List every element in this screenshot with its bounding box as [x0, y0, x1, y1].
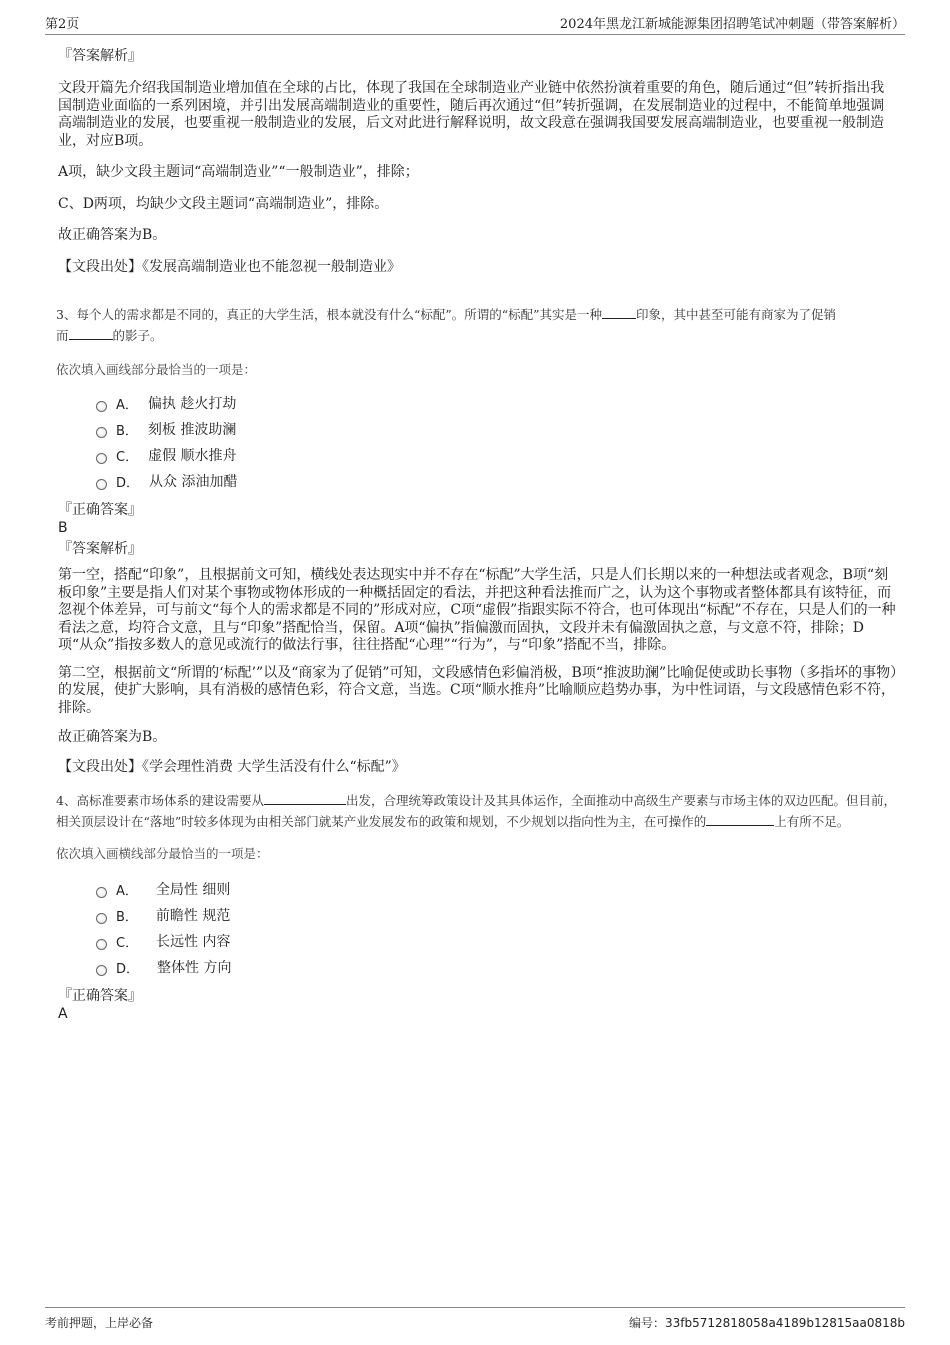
- question3-analysis-label: 『答案解析』: [58, 541, 142, 557]
- radio-icon[interactable]: [96, 887, 107, 898]
- question4-stem: [56, 790, 898, 832]
- question4-option-a[interactable]: A． 全局性 细则: [56, 876, 898, 902]
- page-header: [45, 10, 905, 35]
- question2-analysis-block: [56, 46, 898, 276]
- question4-text-2: 出发，合理统筹政策设计及其具体运作，全面推动中高级生产要素与市场主体的双边匹配。但目前，相关顶层设计在“落地”时较多体现为由相关部门就某产业发展发布的政策和规划，不少规划以指向性为主，在可操作的: [56, 793, 896, 829]
- code-label: 编号：: [628, 1316, 665, 1330]
- question3-correct-answer: B: [58, 520, 68, 536]
- question3-option-a[interactable]: A． 偏执 趁火打劫: [56, 390, 898, 416]
- question3-text-4: 的影子。: [112, 328, 163, 343]
- source-text: 【文段出处】《发展高端制造业也不能忽视一般制造业》: [58, 258, 401, 275]
- question3-source: 【文段出处】《学会理性消费 大学生活没有什么“标配”》: [58, 758, 406, 775]
- radio-icon[interactable]: [96, 479, 107, 490]
- question4-option-b[interactable]: B． 前瞻性 规范: [56, 902, 898, 928]
- question3-blank-2: [69, 327, 113, 340]
- analysis-label: 『答案解析』: [58, 48, 142, 64]
- radio-icon[interactable]: [96, 965, 107, 976]
- question4-options: [56, 876, 898, 980]
- question3-conclusion: 故正确答案为B。: [58, 729, 167, 745]
- page-footer: [45, 1307, 905, 1331]
- question4-blank-1: [264, 792, 346, 805]
- question3-instruction: 依次填入画线部分最恰当的一项是：: [56, 362, 257, 377]
- question3-blank-1: [602, 306, 636, 319]
- document-code: [629, 1314, 905, 1331]
- analysis-paragraph: 文段开篇先介绍我国制造业增加值在全球的占比，体现了我国在全球制造业产业链中依然扮演着重要的角色，随后通过“但”转折指出我国制造业面临的一系列困境，并引出发展高端制造业的重要性，随后再次通过“但”转折强调，在发展制造业的过程中，不能简单地强调高端制造业的发展，也要重视一般制造业的发展，后文对此进行解释说明，故文段意在强调我国要发展高端制造业，也要重视一般制造业，对应B项。: [58, 80, 885, 149]
- question4-correct-label: 『正确答案』: [58, 988, 142, 1004]
- radio-icon[interactable]: [96, 453, 107, 464]
- question3-analysis-p1: 第一空，搭配“印象”，且根据前文可知，横线处表达现实中并不存在“标配”大学生活，只是人们长期以来的一种想法或者观念，B项“刻板印象”主要是指人们对某个事物或物体形成的一种概括固定的看法，并把这种看法推而广之，认为这个事物或者整体都具有该特征，而忽视个体差异，可与前文“每个人的需求都是不同的”形成对应，C项“虚假”指跟实际不符合，也可体现出“标配”不存在，只是人们的一种看法之意，均符合文意，且与“印象”搭配恰当，保留。A项“偏执”指偏激而固执，文段并未有偏激固执之意，与文意不符，排除；D项“从众”指按多数人的意见或流行的做法行事，往往搭配“心理”“行为”，与“印象”搭配不当，排除。: [58, 567, 896, 653]
- question4-correct-answer: A: [58, 1006, 68, 1022]
- footer-slogan: 考前押题，上岸必备: [45, 1316, 154, 1330]
- question3-block: [56, 304, 898, 776]
- question3-option-b[interactable]: B． 刻板 推波助澜: [56, 416, 898, 442]
- question3-option-c[interactable]: C． 虚假 顺水推舟: [56, 442, 898, 468]
- radio-icon[interactable]: [96, 427, 107, 438]
- radio-icon[interactable]: [96, 939, 107, 950]
- question4-text-3: 上有所不足。: [774, 814, 850, 829]
- question3-text-1: 3、每个人的需求都是不同的，真正的大学生活，根本就没有什么“标配”。所谓的“标配”其实是一种: [56, 307, 603, 322]
- question3-text-2: 印象，其中甚至可能有商家为了促销: [636, 307, 837, 322]
- radio-icon[interactable]: [96, 913, 107, 924]
- question4-text-1: 4、高标准要素市场体系的建设需要从: [56, 793, 264, 808]
- question4-blank-2: [706, 813, 774, 826]
- option-a-note: A项，缺少文段主题词“高端制造业”“一般制造业”，排除；: [58, 164, 419, 180]
- code-value: 33fb5712818058a4189b12815aa0818b: [664, 1316, 905, 1330]
- question3-analysis-p2: 第二空，根据前文“所谓的‘标配’”以及“商家为了促销”可知，文段感情色彩偏消极，B项“推波助澜”比喻促使或助长事物（多指坏的事物）的发展，使扩大影响，具有消极的感情色彩，符合文意，当选。C项“顺水推舟”比喻顺应趋势办事，为中性词语，与文段感情色彩不符，排除。: [58, 664, 898, 716]
- question3-options: [56, 390, 898, 494]
- question3-text-3: 而: [56, 328, 69, 343]
- question4-block: [56, 790, 898, 1023]
- conclusion-text: 故正确答案为B。: [58, 227, 167, 243]
- question3-stem: [56, 304, 886, 346]
- document-content: [56, 40, 898, 1023]
- question4-instruction: 依次填入画横线部分最恰当的一项是：: [56, 846, 269, 861]
- option-cd-note: C、D两项，均缺少文段主题词“高端制造业”，排除。: [58, 195, 389, 212]
- question4-option-c[interactable]: C． 长远性 内容: [56, 928, 898, 954]
- question3-option-d[interactable]: D． 从众 添油加醋: [56, 468, 898, 494]
- document-title: 2024年黑龙江新城能源集团招聘笔试冲刺题（带答案解析）: [559, 17, 905, 32]
- question4-option-d[interactable]: D． 整体性 方向: [56, 954, 898, 980]
- question3-correct-label: 『正确答案』: [58, 502, 142, 518]
- page-number: 第2页: [45, 17, 80, 32]
- radio-icon[interactable]: [96, 401, 107, 412]
